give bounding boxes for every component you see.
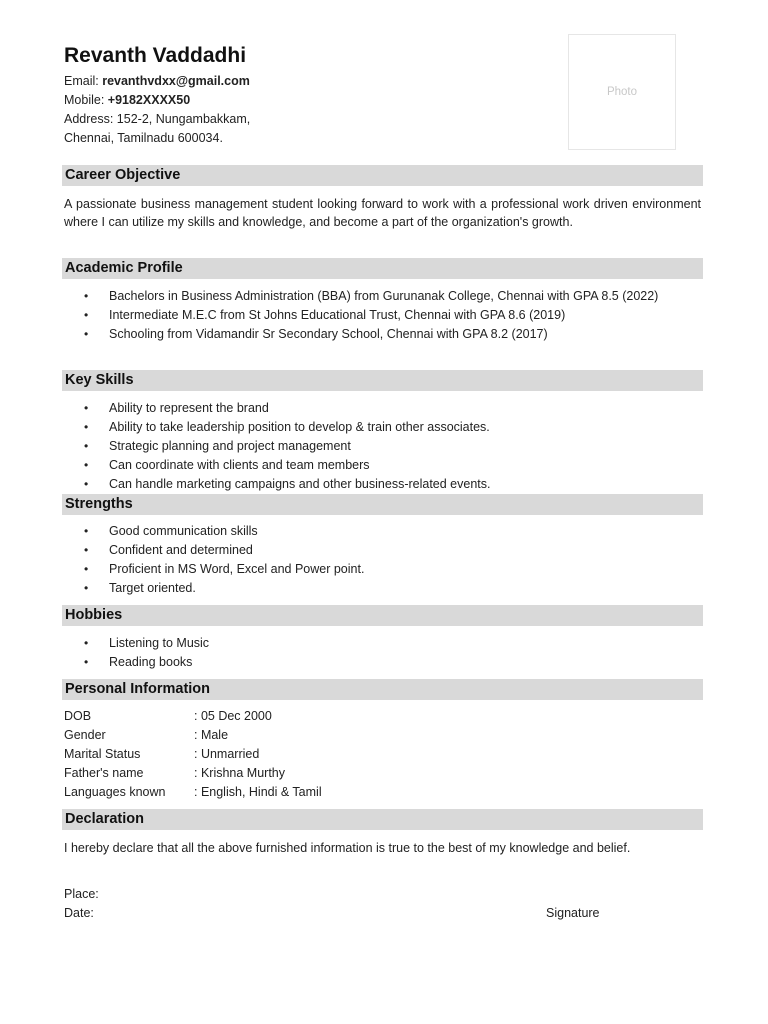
career-objective-text: A passionate business management student looking forward to work with a professional work driven environment where I can utilize my skills and knowledge, and become a part of the organization's growth. [64,197,701,229]
key-skills-list [64,399,684,494]
mobile-label: Mobile: [64,93,108,107]
bullet-icon: • [84,524,89,538]
bullet-icon: • [84,439,89,453]
strengths-list [64,522,684,598]
list-item: • Listening to Music [64,634,684,653]
bullet-icon: • [84,655,89,669]
table-row [64,747,322,766]
info-value: : Krishna Murthy [194,766,286,780]
section-declaration: Declaration [62,809,703,830]
table-row [64,709,322,728]
mobile-line [64,91,250,110]
list-item: • Bachelors in Business Administration (BBA) from Gurunanak College, Chennai with GPA 8.5 (2022) [64,287,684,306]
declaration-text: I hereby declare that all the above furnished information is true to the best of my knowledge and belief. [64,841,631,855]
bullet-icon: • [84,562,89,576]
list-item: • Proficient in MS Word, Excel and Power point. [64,560,684,579]
email-label: Email: [64,74,103,88]
section-career-objective: Career Objective [62,165,703,186]
list-item: • Can coordinate with clients and team members [64,456,684,475]
info-value: : 05 Dec 2000 [194,709,272,723]
list-item: • Ability to take leadership position to develop & train other associates. [64,418,684,437]
info-key: Gender [64,728,106,742]
candidate-name: Revanth Vaddadhi [64,44,247,67]
section-hobbies: Hobbies [62,605,703,626]
section-academic-profile: Academic Profile [62,258,703,279]
bullet-icon: • [84,308,89,322]
section-personal-information: Personal Information [62,679,703,700]
email-line [64,72,250,91]
info-key: DOB [64,709,92,723]
list-item: • Intermediate M.E.C from St Johns Educational Trust, Chennai with GPA 8.6 (2019) [64,306,684,325]
hobbies-list [64,634,684,672]
place-label: Place: [64,887,99,901]
photo-placeholder [568,34,676,150]
date-label: Date: [64,906,94,920]
email-value: revanthvdxx@gmail.com [102,74,250,88]
info-value: : English, Hindi & Tamil [194,785,322,799]
bullet-icon: • [84,581,89,595]
bullet-icon: • [84,401,89,415]
info-key: Father's name [64,766,144,780]
bullet-icon: • [84,327,89,341]
bullet-icon: • [84,636,89,650]
table-row [64,728,322,747]
bullet-icon: • [84,420,89,434]
personal-info-table [64,709,322,804]
section-key-skills: Key Skills [62,370,703,391]
bullet-icon: • [84,289,89,303]
table-row [64,785,322,804]
bullet-icon: • [84,543,89,557]
photo-placeholder-label: Photo [606,86,638,98]
mobile-value: +9182XXXX50 [107,93,191,107]
signature-label: Signature [546,906,600,920]
bullet-icon: • [84,477,89,491]
list-item: • Good communication skills [64,522,684,541]
list-item: • Schooling from Vidamandir Sr Secondary School, Chennai with GPA 8.2 (2017) [64,325,684,344]
bullet-icon: • [84,458,89,472]
list-item: • Ability to represent the brand [64,399,684,418]
list-item: • Confident and determined [64,541,684,560]
info-value: : Unmarried [194,747,260,761]
table-row [64,766,322,785]
address-line-2: Chennai, Tamilnadu 600034. [64,131,223,145]
info-value: : Male [194,728,229,742]
contact-block [64,72,250,148]
list-item: • Reading books [64,653,684,672]
list-item: • Can handle marketing campaigns and other business-related events. [64,475,684,494]
info-key: Marital Status [64,747,141,761]
academic-profile-list [64,287,684,344]
address-line-1: Address: 152-2, Nungambakkam, [64,112,251,126]
list-item: • Strategic planning and project management [64,437,684,456]
list-item: • Target oriented. [64,579,684,598]
section-strengths: Strengths [62,494,703,515]
info-key: Languages known [64,785,166,799]
